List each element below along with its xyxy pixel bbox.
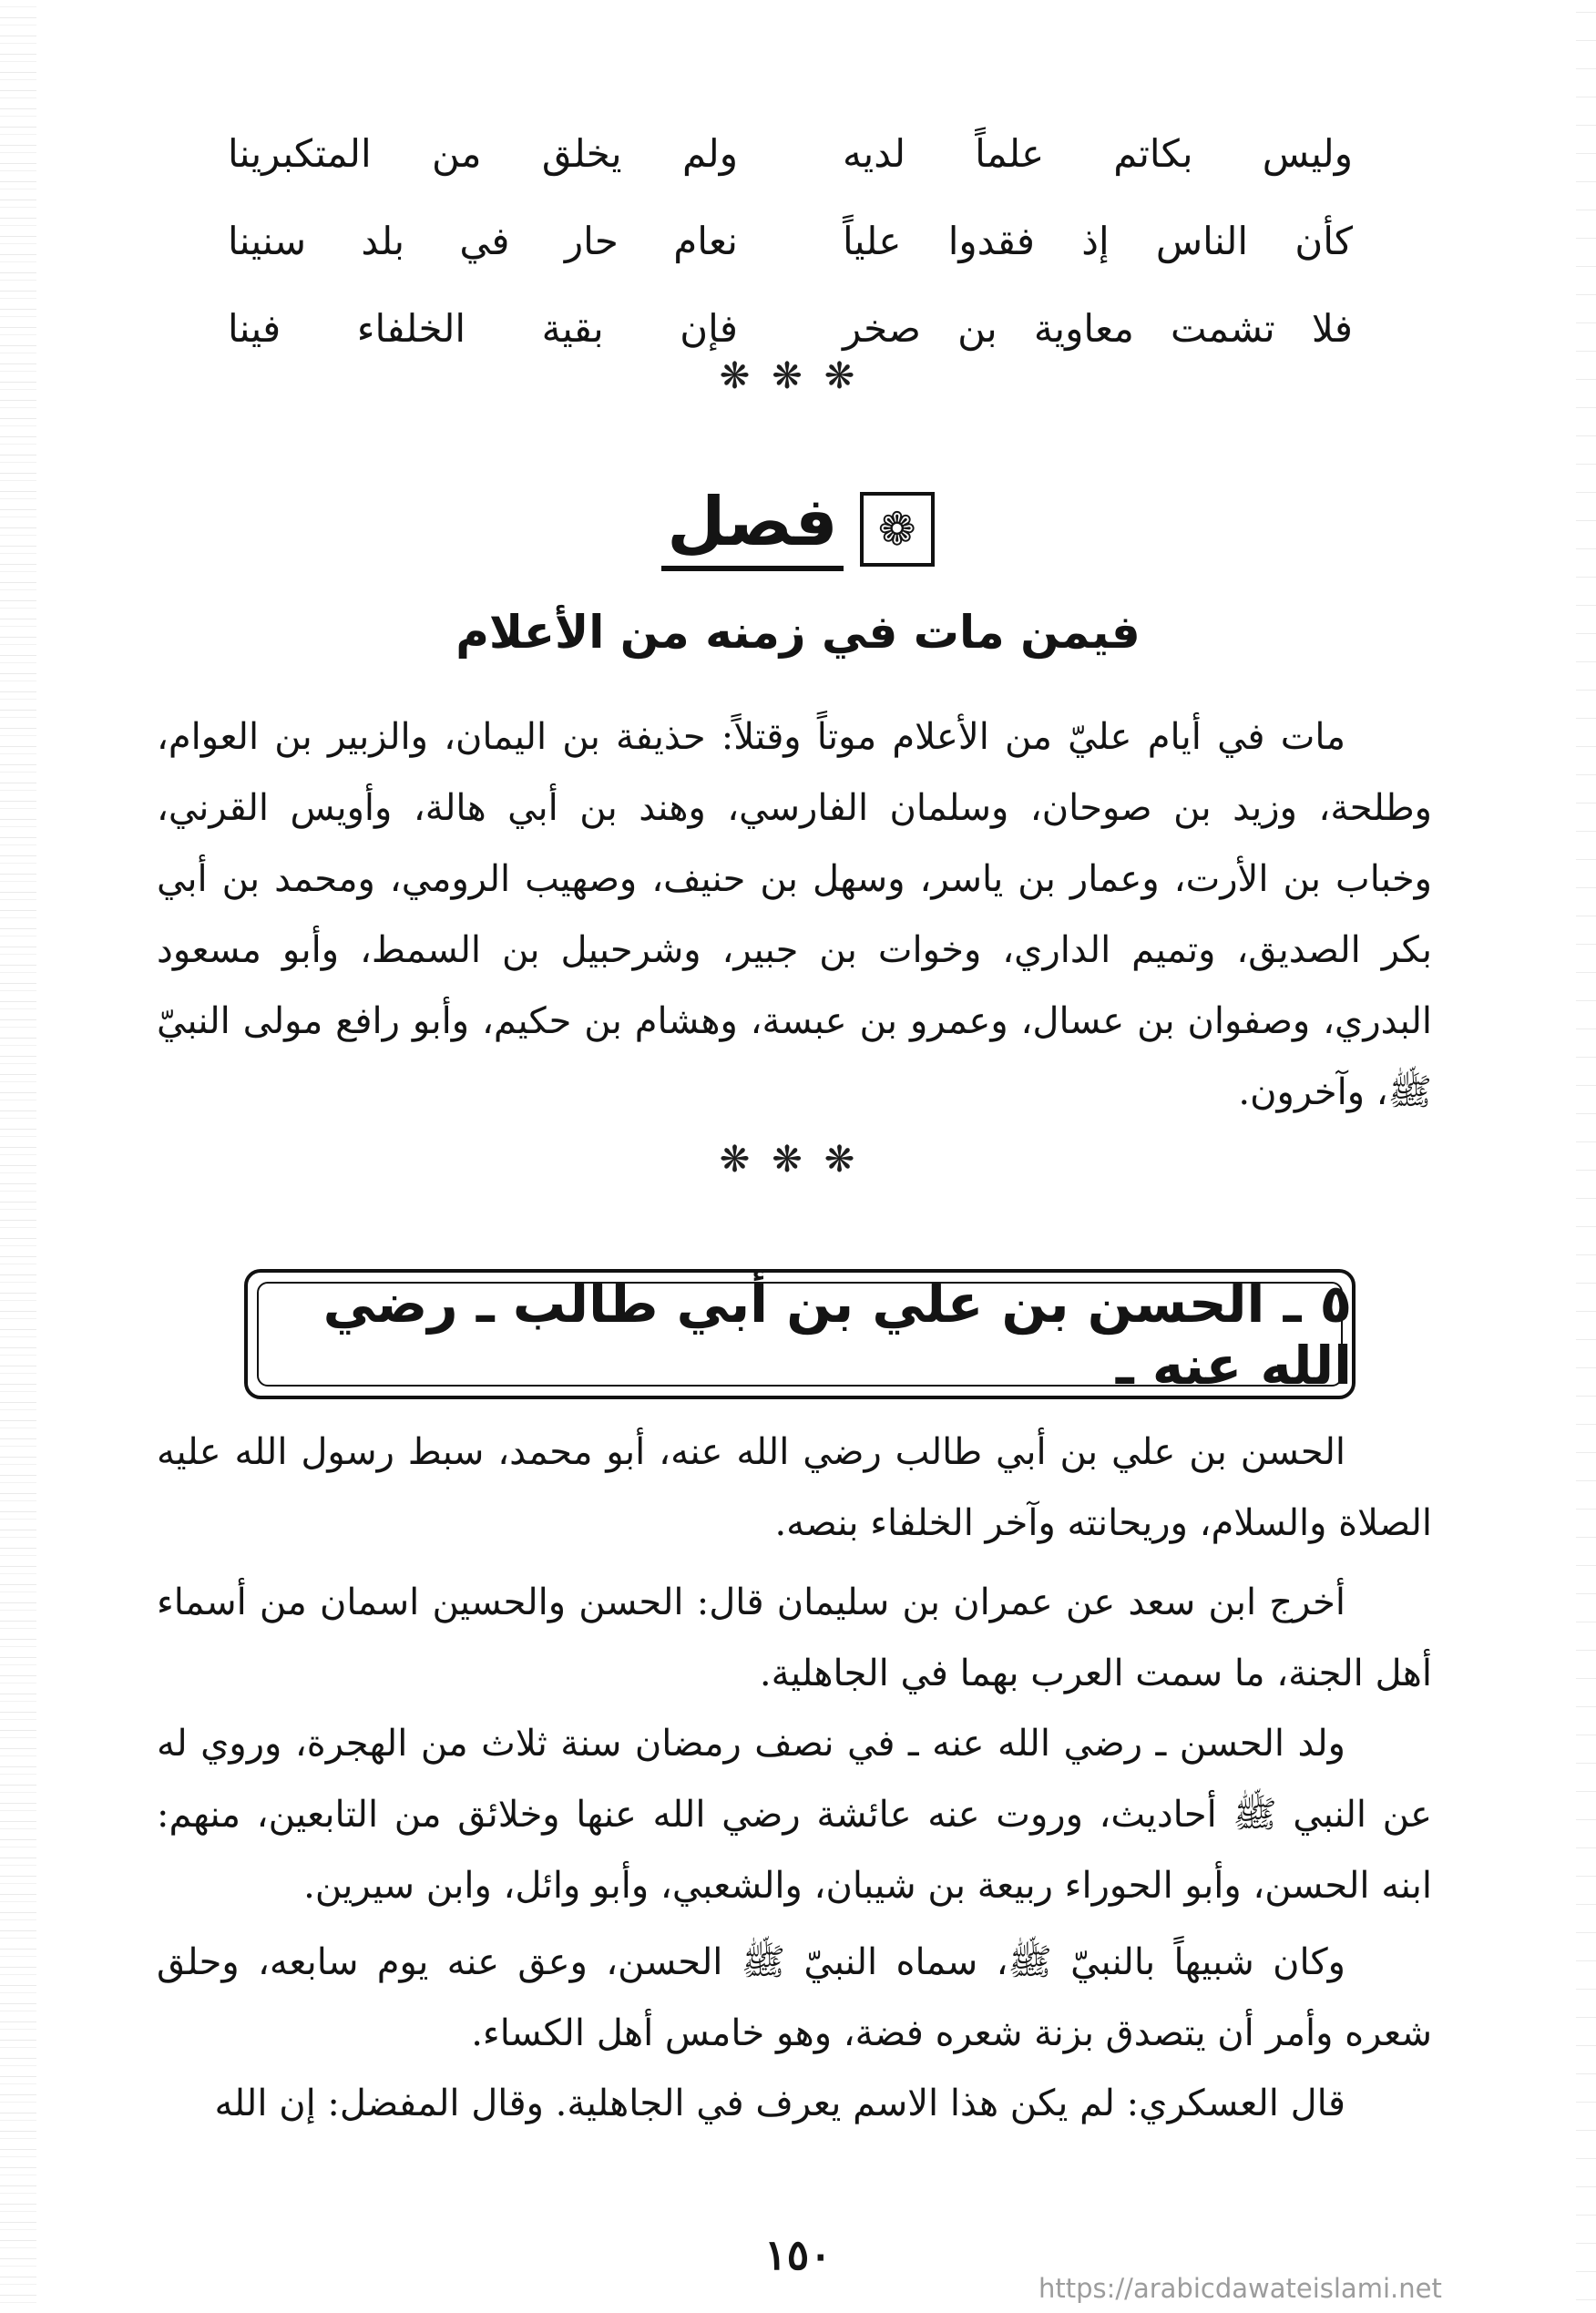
verse-first-hemistich: وليس بكاتم علماً لديه bbox=[843, 130, 1353, 176]
section-label: فصل bbox=[661, 487, 843, 571]
poem-verse bbox=[228, 197, 1353, 284]
verse-second-hemistich: نعام حار في بلد سنينا bbox=[228, 218, 738, 263]
verse-second-hemistich: ولم يخلق من المتكبرينا bbox=[228, 130, 738, 176]
chapter-paragraph: أخرج ابن سعد عن عمران بن سليمان قال: الحسن والحسين اسمان من أسماء أهل الجنة، ما سمت العرب بهما في الجاهلية. bbox=[157, 1581, 1432, 1694]
poem bbox=[228, 109, 1353, 372]
page-number: ١٥٠ bbox=[763, 2230, 833, 2279]
chapter-title: ٥ ـ الحسن بن علي بن أبي طالب ـ رضي الله عنه ـ bbox=[322, 1272, 1352, 1397]
chapter-paragraph: ولد الحسن ـ رضي الله عنه ـ في نصف رمضان سنة ثلاث من الهجرة، وروي له عن النبي ﷺ أحاديث، وروت عنه عائشة رضي الله عنها وخلائق من التابعين، منهم: ابنه الحسن، وأبو الحوراء ربيعة بن شيبان، والشعبي، وأبو وائل، وابن سيرين. bbox=[157, 1723, 1432, 1907]
star-separator: ❋❋❋ bbox=[719, 1139, 877, 1181]
poem-verse bbox=[228, 109, 1353, 197]
ornament-icon: ❁ bbox=[860, 492, 935, 567]
chapter-paragraph: وكان شبيهاً بالنبيّ ﷺ، سماه النبيّ ﷺ الحسن، وعق عنه يوم سابعه، وحلق شعره وأمر أن يتصدق بزنة شعره فضة، وهو خامس أهل الكساء. bbox=[157, 1941, 1432, 2054]
section-subtitle: فيمن مات في زمنه من الأعلام bbox=[455, 606, 1141, 659]
chapter-title-frame bbox=[244, 1269, 1356, 1399]
section-body: مات في أيام عليّ من الأعلام موتاً وقتلاً: حذيفة بن اليمان، والزبير بن العوام، وطلحة، وزيد بن صوحان، وسلمان الفارسي، وهند بن أبي هالة، وأويس القرني، وخباب بن الأرت، وعمار بن ياسر، وسهل بن حنيف، وصهيب الرومي، ومحمد بن أبي بكر الصديق، وتميم الداري، وخوات بن جبير، وشرحبيل بن السمط، وأبو مسعود البدري، وصفوان بن عسال، وعمرو بن عبسة، وهشام بن حكيم، وأبو رافع مولى النبيّ ﷺ، وآخرون. bbox=[157, 716, 1432, 1113]
chapter-paragraph: قال العسكري: لم يكن هذا الاسم يعرف في الجاهلية. وقال المفضل: إن الله bbox=[214, 2083, 1345, 2124]
verse-second-hemistich: فإن بقية الخلفاء فينا bbox=[228, 305, 738, 351]
section-heading bbox=[0, 483, 1596, 571]
verse-first-hemistich: فلا تشمت معاوية بن صخر bbox=[843, 305, 1353, 351]
verse-first-hemistich: كأن الناس إذ فقدوا علياً bbox=[843, 218, 1353, 263]
watermark-url: https://arabicdawateislami.net bbox=[1038, 2273, 1442, 2304]
chapter-paragraph: الحسن بن علي بن أبي طالب رضي الله عنه، أبو محمد، سبط رسول الله عليه الصلاة والسلام، وريحانته وآخر الخلفاء بنصه. bbox=[157, 1431, 1432, 1544]
star-separator: ❋❋❋ bbox=[719, 355, 877, 397]
